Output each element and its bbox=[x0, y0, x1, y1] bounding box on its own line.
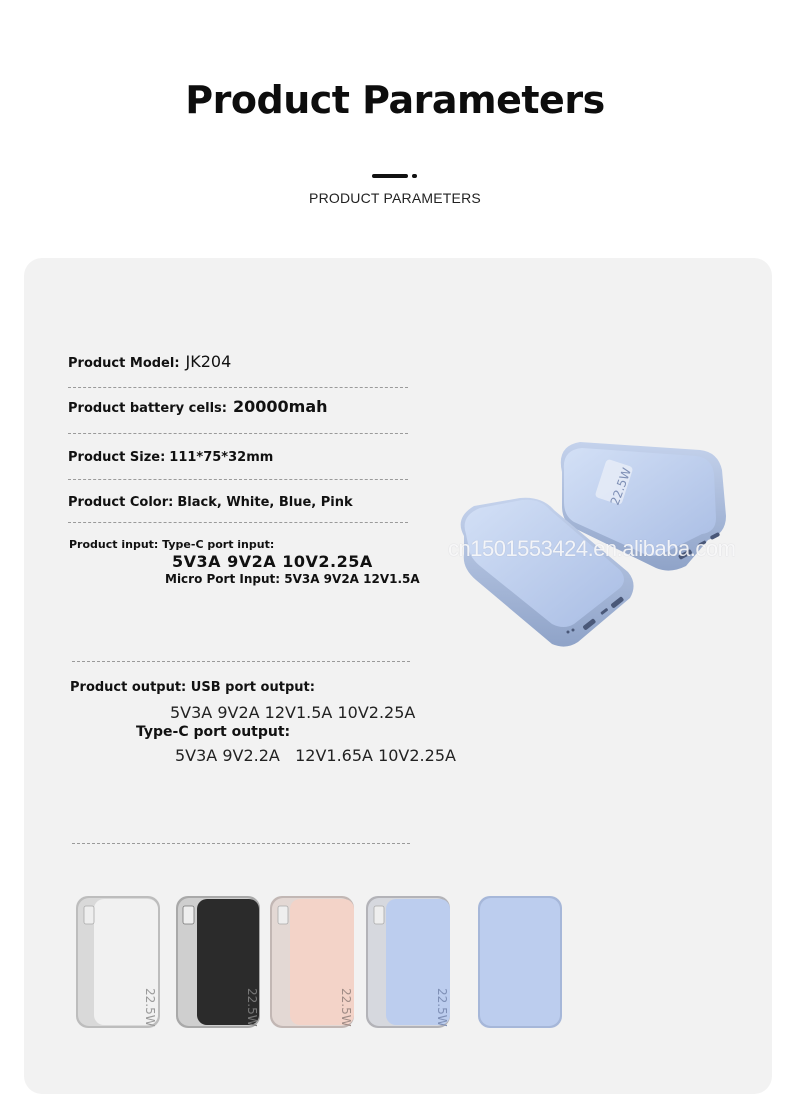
title-divider bbox=[372, 174, 408, 178]
spec-separator bbox=[68, 479, 408, 480]
spec-size-value: 111*75*32mm bbox=[169, 450, 274, 465]
spec-output-usb-label: USB port output: bbox=[190, 680, 315, 695]
spec-separator bbox=[68, 522, 408, 523]
watermark: cn1501553424.en.alibaba.com bbox=[448, 536, 736, 561]
spec-input-micro: Micro Port Input: 5V3A 9V2A 12V1.5A bbox=[165, 572, 420, 586]
spec-input bbox=[69, 538, 274, 551]
spec-input-typec-value: 5V3A 9V2A 10V2.25A bbox=[172, 552, 373, 571]
variant-pink bbox=[270, 896, 354, 1028]
spec-size-label: Product Size: bbox=[68, 450, 166, 465]
page-subtitle: PRODUCT PARAMETERS bbox=[309, 190, 481, 206]
color-variants bbox=[72, 892, 572, 1032]
spec-output-typec-label: Type-C port output: bbox=[136, 724, 291, 740]
spec-model-label: Product Model: bbox=[68, 356, 180, 371]
variant-wattage-label: 22.5W bbox=[339, 988, 353, 1027]
spec-output-label: Product output: bbox=[70, 680, 187, 695]
spec-model-value: JK204 bbox=[185, 352, 232, 371]
variant-blue bbox=[366, 896, 450, 1028]
spec-input-label: Product input: bbox=[69, 538, 159, 551]
device-wattage-label: 22.5W bbox=[607, 465, 635, 508]
spec-cells-value: 20000mah bbox=[232, 397, 328, 416]
spec-color-label: Product Color: bbox=[68, 495, 174, 510]
spec-separator bbox=[68, 387, 408, 388]
variant-white bbox=[76, 896, 160, 1028]
variant-blue-back bbox=[478, 896, 562, 1028]
variant-wattage-label: 22.5W bbox=[245, 988, 259, 1027]
spec-input-typec-label: Type-C port input: bbox=[162, 538, 275, 551]
variant-wattage-label: 22.5W bbox=[435, 988, 449, 1027]
spec-model bbox=[68, 352, 231, 371]
spec-output-usb-value: 5V3A 9V2A 12V1.5A 10V2.25A bbox=[170, 703, 416, 722]
page-title: Product Parameters bbox=[185, 78, 605, 122]
spec-color-value: Black, White, Blue, Pink bbox=[177, 495, 353, 510]
spec-output bbox=[70, 680, 315, 695]
spec-size bbox=[68, 446, 273, 465]
variant-black bbox=[176, 896, 260, 1028]
variant-wattage-label: 22.5W bbox=[143, 988, 157, 1027]
spec-color bbox=[68, 491, 353, 510]
spec-separator bbox=[68, 433, 408, 434]
spec-output-typec-value: 5V3A 9V2.2A 12V1.65A 10V2.25A bbox=[175, 746, 456, 765]
title-divider-dot bbox=[412, 174, 417, 178]
spec-separator bbox=[72, 843, 410, 844]
spec-separator bbox=[72, 661, 410, 662]
spec-cells bbox=[68, 397, 328, 416]
spec-cells-label: Product battery cells: bbox=[68, 401, 227, 416]
